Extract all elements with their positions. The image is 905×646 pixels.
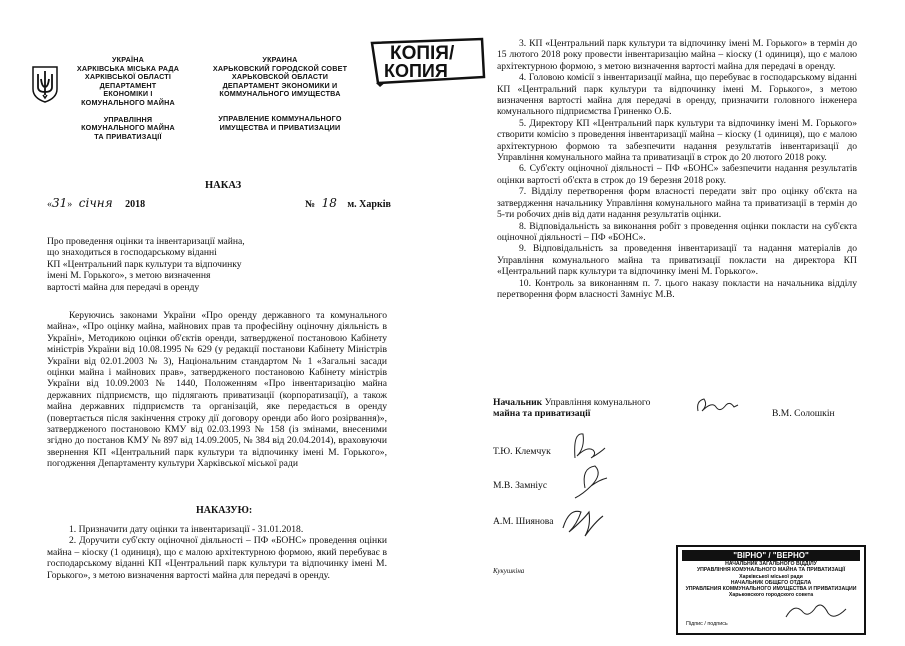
preamble xyxy=(47,310,387,470)
verno-stamp xyxy=(676,545,866,635)
order-item: 3. КП «Центральний парк культури та відпочинку імені М. Горького» в термін до 15 лютого 2018 року провести інвентаризацію майна – кіоску (1 одиниця), що є малою архітектурною формою, з метою визначення вартості майна для передачі в оренду. xyxy=(497,38,857,72)
subject-line: імені М. Горького», з метою визначення xyxy=(47,270,211,282)
date-day: 31 xyxy=(52,196,68,210)
header-dept-3: КОМУНАЛЬНОГО МАЙНА xyxy=(81,97,175,107)
items-right xyxy=(497,38,857,300)
verno-signature-icon xyxy=(782,597,852,627)
subject-line: Про проведення оцінки та інвентаризації майна, xyxy=(47,236,245,247)
header-upr-3: ТА ПРИВАТИЗАЦІЇ xyxy=(94,131,162,141)
approver-1-name: Т.Ю. Клемчук xyxy=(493,446,551,457)
header-region: ХАРКІВСЬКОЇ ОБЛАСТІ xyxy=(84,72,172,82)
approver-2-name: М.В. Замніус xyxy=(493,480,548,491)
number-value: 18 xyxy=(321,196,337,210)
header-council: ХАРКІВСЬКА МІСЬКА РАДА xyxy=(76,63,180,73)
chief-title xyxy=(493,397,650,419)
preamble-text: Керуючись законами України «Про оренду державного та комунального майна», «Про оцінку майна, майнових прав та професійну оціночну діяльність в Україні», Методикою оцінки об'єктів оренди, затвердженої постановою Кабінету міністрів України від 10.08.1995 № 629 (у редакції постанови Кабінету Міністрів України від 02.01.2003 № 3), Національним стандартом № 1 «Загальні засади оцінки майна і майнових прав», затвердженого постановою Кабінету міністрів України від 10.09.2003 № 1440, Положенням «Про інвентаризацію майна державних підприємств, що підлягають приватизації (корпоратизації), а також майна державних підприємств та організацій, яке передається в оренду (повертається після закінчення строку дії договору оренди або його розірвання)», затвердженого постановою КМУ від 02.03.1993 № 158 (із змінами, внесеними згідно до постанов КМУ № 897 від 14.09.2005, № 384 від 20.04.2014), враховуючи звернення КП «Центральний парк культури та відпочинку імені М. Горького», погодження Департаменту культури Харківської міської ради xyxy=(47,310,387,470)
coat-of-arms-icon xyxy=(30,65,60,103)
order-item: 6. Суб'єкту оціночної діяльності – ПФ «БОНС» забезпечити надання результатів оцінки вартості об'єкта в строк до 19 березня 2018 року. xyxy=(497,163,857,186)
chief-title-line2: майна та приватизації xyxy=(493,408,591,419)
header-ru-upr-1: УПРАВЛЕНИЕ КОММУНАЛЬНОГО xyxy=(218,113,342,123)
order-item: 8. Відповідальність за виконання робіт з проведення оцінки покласти на суб'єкта оціночної діяльності – ПФ «БОНС». xyxy=(497,220,857,243)
header-dept-2: ЕКОНОМІКИ І xyxy=(103,89,153,99)
order-item: 10. Контроль за виконанням п. 7. цього наказу покласти на начальника відділу перетворення форм власності Замніус М.В. xyxy=(497,277,857,300)
verno-stamp-line: Харьковского городского совета xyxy=(728,592,814,599)
order-item: 1. Призначити дату оцінки та інвентаризації - 31.01.2018. xyxy=(69,524,304,535)
header-ru-region: ХАРЬКОВСКОЙ ОБЛАСТИ xyxy=(231,72,329,82)
order-item: 7. Відділу перетворення форм власності передати звіт про оцінку об'єкта на затвердження начальнику Управління комунального майна та приватизації в термін до 5-ти робочих днів від дати надання результатів оцінки. xyxy=(497,186,857,221)
header-ukrainian xyxy=(65,56,191,141)
subject-line: що знаходиться в господарському віданні xyxy=(47,247,217,259)
copy-stamp xyxy=(370,37,490,89)
header-ru-council: ХАРЬКОВСКИЙ ГОРОДСКОЙ СОВЕТ xyxy=(212,63,348,73)
subject-line: КП «Центральний парк культури та відпочинку xyxy=(47,258,242,270)
executor-name: Кукушкіна xyxy=(493,567,525,575)
header-upr-1: УПРАВЛІННЯ xyxy=(103,114,153,124)
verno-stamp-sign-label: Підпис / подпись xyxy=(686,621,728,627)
chief-name: В.М. Солошкін xyxy=(772,408,835,419)
subject-line: вартості майна для передачі в оренду xyxy=(47,281,200,293)
order-heading: НАКАЗУЮ: xyxy=(196,505,253,516)
header-ru-country: УКРАИНА xyxy=(262,55,298,64)
approver-3-name: А.М. Шиянова xyxy=(493,516,554,527)
order-item: 4. Головою комісії з інвентаризації майна, що перебуває в господарському віданні КП «Центральний парк культури та відпочинку імені М. Горького», з метою визначення вартості майна для передачі в оренду, призначити головного інженера комунального підприємства Гриненко О.Б. xyxy=(497,72,857,118)
verno-stamp-line: УПРАВЛЕНИЯ КОММУНАЛЬНОГО ИМУЩЕСТВА И ПРИВАТИЗАЦИИ xyxy=(685,586,857,593)
order-item: 2. Доручити суб'єкту оціночної діяльності – ПФ «БОНС» проведення оцінки майна – кіоску (1 одиниця), що є малою архітектурною формою, який перебуває в господарському віданні КП «Центральний парк культури та відпочинку імені М. Горького», з метою визначення вартості майна для передачі в оренду. xyxy=(47,535,387,581)
order-city: м. Харків xyxy=(347,199,391,210)
date-year: 2018 xyxy=(125,199,146,210)
header-upr-2: КОМУНАЛЬНОГО МАЙНА xyxy=(81,123,175,133)
header-ru-dept-2: КОММУНАЛЬНОГО ИМУЩЕСТВА xyxy=(219,89,341,99)
header-dept-1: ДЕПАРТАМЕНТ xyxy=(99,80,157,90)
approver-signatures-icon xyxy=(555,428,615,548)
order-date xyxy=(47,198,145,210)
date-month: січня xyxy=(78,196,113,210)
order-subject xyxy=(47,236,307,293)
chief-title-bold: Начальник xyxy=(493,397,543,408)
items-left xyxy=(47,524,387,581)
chief-signature-icon xyxy=(692,393,742,421)
order-item: 5. Директору КП «Центральний парк культури та відпочинку імені М. Горького» створити комісію з проведення інвентаризації майна – кіоску (1 одиниця), що є малою архітектурною формою та забезпечити надання результатів інвентаризації до Управління комунального майна та приватизації в строк до 20 лютого 2018 року. xyxy=(497,117,857,164)
verno-stamp-line: НАЧАЛЬНИК ОБЩЕГО ОТДЕЛА xyxy=(730,579,812,586)
verno-stamp-line: УПРАВЛІННЯ КОМУНАЛЬНОГО МАЙНА ТА ПРИВАТИЗАЦІЇ xyxy=(696,567,846,574)
header-ru-upr-2: ИМУЩЕСТВА И ПРИВАТИЗАЦИИ xyxy=(219,122,341,132)
order-number xyxy=(305,198,391,210)
copy-stamp-line2: КОПИЯ xyxy=(384,61,448,81)
verno-stamp-head: "ВІРНО" / "ВЕРНО" xyxy=(682,550,860,561)
verno-stamp-line: Харківської міської ради xyxy=(739,573,803,580)
date-open-quote: « xyxy=(47,199,52,210)
header-ru-dept-1: ДЕПАРТАМЕНТ ЭКОНОМИКИ И xyxy=(222,80,338,90)
chief-title-rest: Управління комунального xyxy=(542,397,651,408)
number-sign: № xyxy=(305,199,316,210)
order-title: НАКАЗ xyxy=(205,180,242,191)
copy-stamp-line1: КОПІЯ/ xyxy=(390,43,455,64)
verno-stamp-line: НАЧАЛЬНИК ЗАГАЛЬНОГО ВІДДІЛУ xyxy=(725,561,817,567)
header-russian xyxy=(200,56,360,132)
date-close-quote: » xyxy=(67,199,73,210)
header-country: УКРАЇНА xyxy=(112,55,144,64)
order-item: 9. Відповідальність за проведення інвентаризації та надання матеріалів до Управління комунального майна та приватизації покласти на директора КП «Центральний парк культури та відпочинку імені М. Горького». xyxy=(497,243,857,278)
